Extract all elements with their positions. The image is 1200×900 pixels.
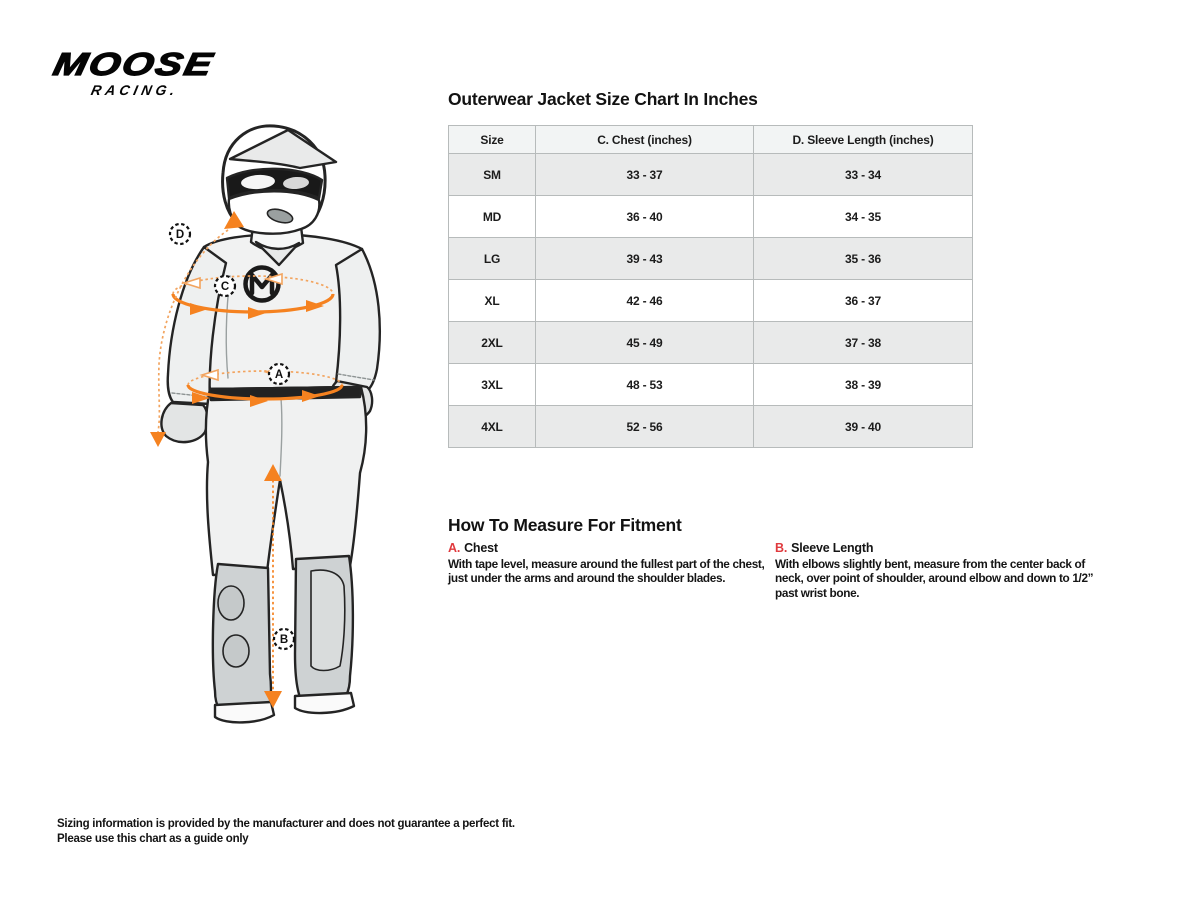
cell-size: SM bbox=[449, 154, 536, 196]
table-row bbox=[449, 238, 973, 280]
figure-label-d bbox=[170, 224, 190, 244]
cell-chest: 42 - 46 bbox=[536, 280, 754, 322]
cell-sleeve: 34 - 35 bbox=[754, 196, 973, 238]
table-row bbox=[449, 322, 973, 364]
moose-wordmark: MOOSE bbox=[50, 46, 218, 82]
cell-chest: 48 - 53 bbox=[536, 364, 754, 406]
helmet bbox=[223, 126, 336, 234]
cell-sleeve: 39 - 40 bbox=[754, 406, 973, 448]
cell-sleeve: 33 - 34 bbox=[754, 154, 973, 196]
svg-text:D: D bbox=[175, 229, 185, 241]
col-header-chest: C. Chest (inches) bbox=[536, 126, 754, 154]
cell-sleeve: 38 - 39 bbox=[754, 364, 973, 406]
figure-label-b bbox=[274, 629, 294, 649]
cell-chest: 33 - 37 bbox=[536, 154, 754, 196]
measure-letter: A. bbox=[448, 541, 461, 555]
left-glove bbox=[161, 403, 207, 442]
table-row bbox=[449, 196, 973, 238]
cell-size: MD bbox=[449, 196, 536, 238]
disclaimer-line-2: Please use this chart as a guide only bbox=[57, 832, 249, 845]
disclaimer-line-1: Sizing information is provided by the manufacturer and does not guarantee a perfect fit. bbox=[57, 818, 515, 830]
svg-text:C: C bbox=[220, 281, 230, 293]
cell-sleeve: 35 - 36 bbox=[754, 238, 973, 280]
table-row bbox=[449, 406, 973, 448]
rider-figure-svg bbox=[130, 116, 432, 740]
figure-label-a bbox=[269, 364, 289, 384]
size-chart-title: Outerwear Jacket Size Chart In Inches bbox=[448, 89, 758, 109]
cell-size: 2XL bbox=[449, 322, 536, 364]
measure-item-text: With tape level, measure around the fullest part of the chest, just under the arms and around the shoulder blades. bbox=[448, 557, 765, 586]
measure-item-text: With elbows slightly bent, measure from the center back of neck, over point of shoulder, around elbow and down to 1/2” past wrist bone. bbox=[775, 557, 1094, 600]
measure-name: Sleeve Length bbox=[791, 541, 874, 555]
cell-size: 4XL bbox=[449, 406, 536, 448]
table-row bbox=[449, 364, 973, 406]
cell-chest: 52 - 56 bbox=[536, 406, 754, 448]
sizing-disclaimer bbox=[57, 817, 515, 846]
figure-label-c bbox=[215, 276, 235, 296]
cell-size: XL bbox=[449, 280, 536, 322]
table-row bbox=[449, 154, 973, 196]
cell-chest: 39 - 43 bbox=[536, 238, 754, 280]
cell-chest: 45 - 49 bbox=[536, 322, 754, 364]
pants bbox=[206, 387, 366, 575]
col-header-sleeve: D. Sleeve Length (inches) bbox=[754, 126, 973, 154]
measure-item-label bbox=[775, 541, 1095, 555]
how-to-measure-heading: How To Measure For Fitment bbox=[448, 515, 682, 535]
rider-illustration bbox=[130, 116, 432, 740]
cell-size: LG bbox=[449, 238, 536, 280]
size-chart-table bbox=[448, 125, 973, 448]
table-row bbox=[449, 280, 973, 322]
cell-size: 3XL bbox=[449, 364, 536, 406]
measure-item-chest bbox=[448, 541, 770, 586]
measure-letter: B. bbox=[775, 541, 788, 555]
measure-name: Chest bbox=[464, 541, 498, 555]
svg-text:A: A bbox=[274, 369, 284, 381]
right-boot bbox=[295, 556, 354, 713]
col-header-size: Size bbox=[449, 126, 536, 154]
cell-sleeve: 36 - 37 bbox=[754, 280, 973, 322]
racing-wordmark: RACING. bbox=[89, 82, 181, 99]
cell-sleeve: 37 - 38 bbox=[754, 322, 973, 364]
moose-racing-logo bbox=[50, 46, 257, 99]
cell-chest: 36 - 40 bbox=[536, 196, 754, 238]
table-header-row bbox=[449, 126, 973, 154]
measure-item-label bbox=[448, 541, 770, 555]
left-boot bbox=[213, 564, 274, 722]
svg-text:B: B bbox=[279, 634, 289, 646]
measure-item-sleeve-length bbox=[775, 541, 1095, 600]
